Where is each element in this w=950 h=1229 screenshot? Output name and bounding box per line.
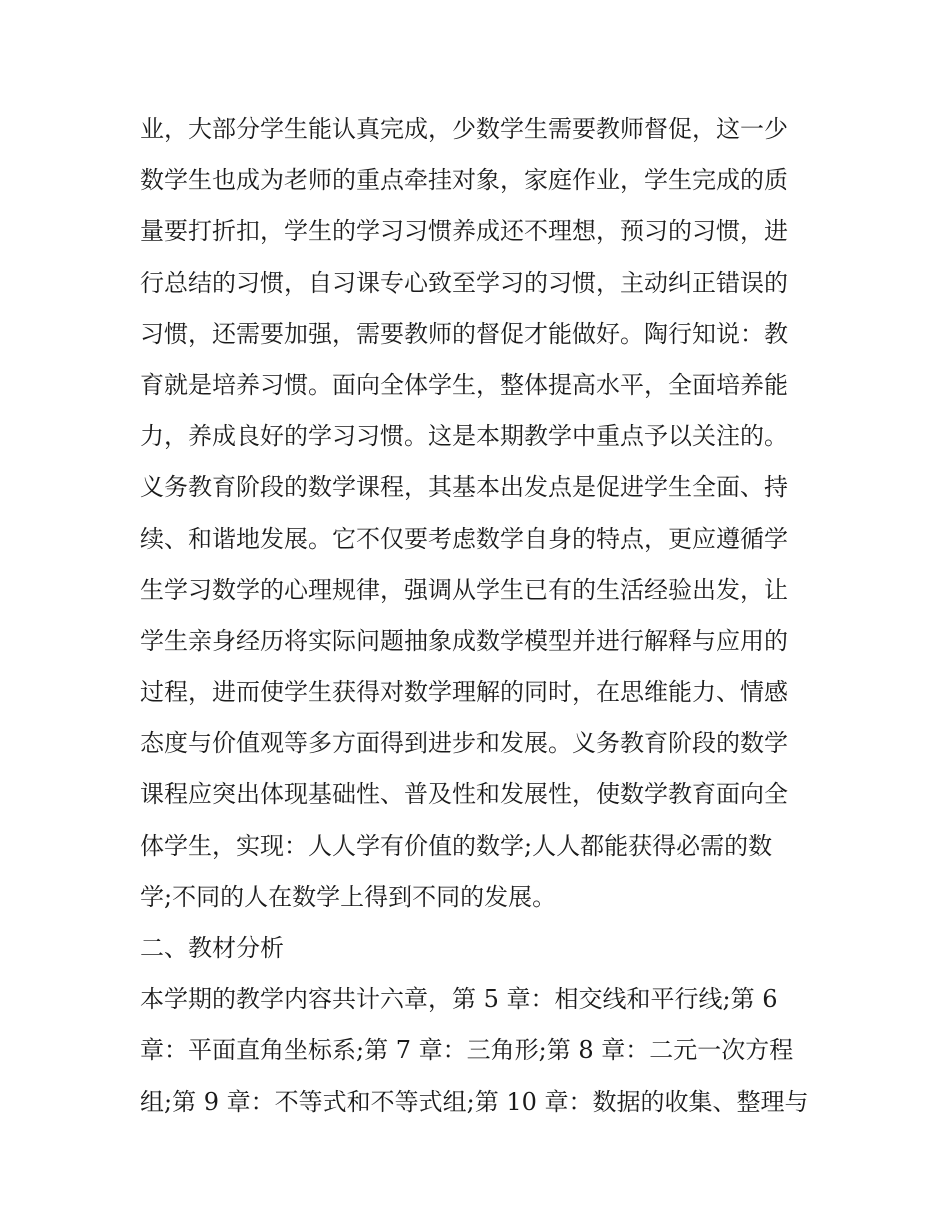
text-line: 育就是培养习惯。面向全体学生，整体提高水平，全面培养能 xyxy=(140,370,788,399)
text-line: 力，养成良好的学习习惯。这是本期教学中重点予以关注的。 xyxy=(140,422,788,451)
text-line: 学;不同的人在数学上得到不同的发展。 xyxy=(140,882,557,911)
body-text xyxy=(140,104,820,1128)
text-line: 习惯，还需要加强，需要教师的督促才能做好。陶行知说：教 xyxy=(140,319,788,348)
text-line: 量要打折扣，学生的学习习惯养成还不理想，预习的习惯，进 xyxy=(140,217,788,246)
text-line: 行总结的习惯，自习课专心致至学习的习惯，主动纠正错误的 xyxy=(140,268,788,297)
text-line: 组;第 9 章：不等式和不等式组;第 10 章：数据的收集、整理与 xyxy=(140,1087,809,1116)
text-line: 生学习数学的心理规律，强调从学生已有的生活经验出发，让 xyxy=(140,575,788,604)
text-line: 课程应突出体现基础性、普及性和发展性，使数学教育面向全 xyxy=(140,780,788,809)
text-line: 数学生也成为老师的重点牵挂对象，家庭作业，学生完成的质 xyxy=(140,166,788,195)
text-line: 义务教育阶段的数学课程，其基本出发点是促进学生全面、持 xyxy=(140,473,788,502)
text-line: 过程，进而使学生获得对数学理解的同时，在思维能力、情感 xyxy=(140,678,788,707)
text-line: 本学期的教学内容共计六章，第 5 章：相交线和平行线;第 6 xyxy=(140,985,778,1014)
text-line: 态度与价值观等多方面得到进步和发展。义务教育阶段的数学 xyxy=(140,729,788,758)
text-line: 业，大部分学生能认真完成，少数学生需要教师督促，这一少 xyxy=(140,115,788,143)
text-line: 章：平面直角坐标系;第 7 章：三角形;第 8 章：二元一次方程 xyxy=(140,1036,794,1065)
text-line: 体学生，实现：人人学有价值的数学;人人都能获得必需的数 xyxy=(140,831,773,860)
section-heading: 二、教材分析 xyxy=(140,934,284,962)
text-line: 学生亲身经历将实际问题抽象成数学模型并进行解释与应用的 xyxy=(140,626,788,655)
text-line: 续、和谐地发展。它不仅要考虑数学自身的特点，更应遵循学 xyxy=(140,524,788,553)
